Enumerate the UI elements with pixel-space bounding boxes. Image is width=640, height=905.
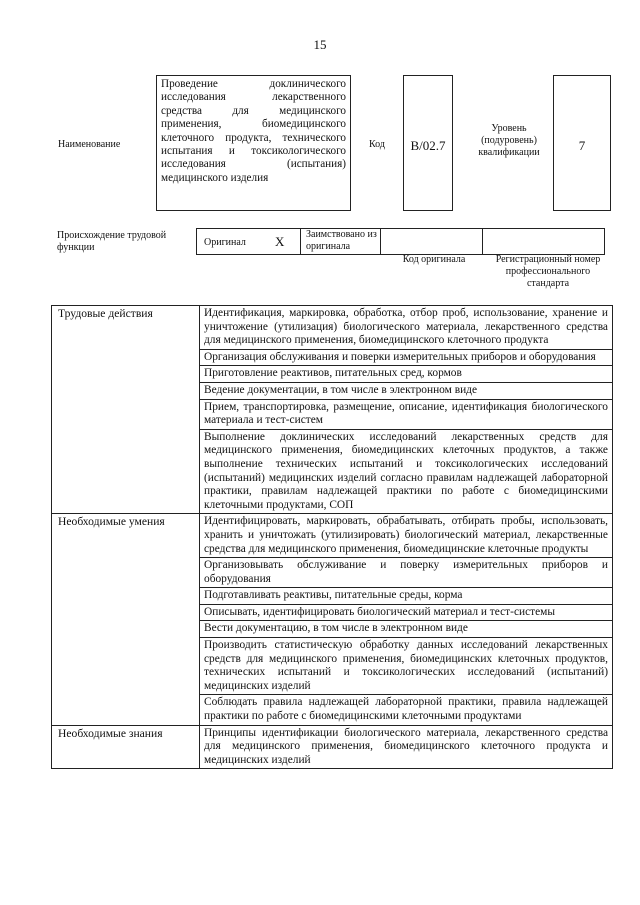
origin-original-label: Оригинал — [204, 237, 246, 248]
section-item: Организация обслуживания и поверки измерительных приборов и оборудования — [200, 349, 613, 366]
origin-label: Происхождение трудовой функции — [57, 230, 167, 253]
kod-value: B/02.7 — [403, 75, 453, 211]
section-item: Производить статистическую обработку данных исследований лекарственных средств для медицинского применения, биомедицинских клеточных продуктов, технических испытаний и токсикологических исследований (испытаний) медицинских изделий — [200, 638, 613, 695]
origin-original-cell — [196, 228, 300, 255]
table-row — [52, 725, 613, 769]
section-item: Приготовление реактивов, питательных сред, кормов — [200, 366, 613, 383]
section-title: Необходимые знания — [52, 725, 200, 769]
section-item: Вести документацию, в том числе в электронном виде — [200, 621, 613, 638]
table-row — [52, 306, 613, 350]
level-value: 7 — [553, 75, 611, 211]
naimenovanie-label: Наименование — [58, 139, 121, 150]
naimenovanie-value: Проведение доклинического исследования лекарственного средства для медицинского применения, биомедицинского клеточного продукта, технического испытания и токсикологического исследования (испытания) медицинского изделия — [156, 75, 351, 211]
origin-row — [196, 228, 605, 255]
section-item: Соблюдать правила надлежащей лабораторной практики, правила надлежащей практики по работе с биомедицинскими клеточными продуктами — [200, 695, 613, 725]
section-title: Необходимые умения — [52, 514, 200, 725]
table-row — [52, 514, 613, 558]
section-item: Идентифицировать, маркировать, обрабатывать, отбирать пробы, использовать, хранить и уничтожать (утилизировать) биологический материал, лекарственные средства для медицинского применения, биомедицинские клеточные продукты — [200, 514, 613, 558]
section-item: Подготавливать реактивы, питательные среды, корма — [200, 588, 613, 605]
section-item: Выполнение доклинических исследований лекарственных средств для медицинского применения, биомедицинских клеточных продуктов, а также выполнение технических испытаний и токсикологических исследований (испытаний) медицинских изделий согласно правилам надлежащей лабораторной практики, правилам надлежащей практики по работе с биомедицинскими клеточными продуктами, СОП — [200, 429, 613, 514]
section-item: Принципы идентификации биологического материала, лекарственного средства для медицинского применения, биомедицинского клеточного продукта и медицинских изделий — [200, 725, 613, 769]
section-item: Идентификация, маркировка, обработка, отбор проб, использование, хранение и уничтожение (утилизация) биологического материала, лекарственного средства для медицинского применения, биомедицинского клеточного продукта — [200, 306, 613, 350]
origin-borrowed-cell — [300, 228, 380, 255]
section-item: Организовывать обслуживание и поверку измерительных приборов и оборудования — [200, 558, 613, 588]
page-number: 15 — [313, 37, 327, 52]
origin-reg-cell — [482, 228, 605, 255]
function-table — [51, 305, 613, 769]
level-label: Уровень (подуровень) квалификации — [478, 123, 540, 158]
kod-label: Код — [369, 139, 385, 150]
origin-original-mark: X — [275, 234, 285, 249]
origin-code-cell — [380, 228, 482, 255]
reg-number-caption: Регистрационный номер профессионального стандарта — [495, 254, 601, 289]
section-item: Ведение документации, в том числе в электронном виде — [200, 382, 613, 399]
code-original-caption: Код оригинала — [402, 254, 466, 265]
origin-borrowed-label: Заимствовано из оригинала — [306, 229, 377, 252]
section-item: Прием, транспортировка, размещение, описание, идентификация биологического материала и тест-систем — [200, 399, 613, 429]
section-title: Трудовые действия — [52, 306, 200, 514]
section-item: Описывать, идентифицировать биологический материал и тест-системы — [200, 604, 613, 621]
